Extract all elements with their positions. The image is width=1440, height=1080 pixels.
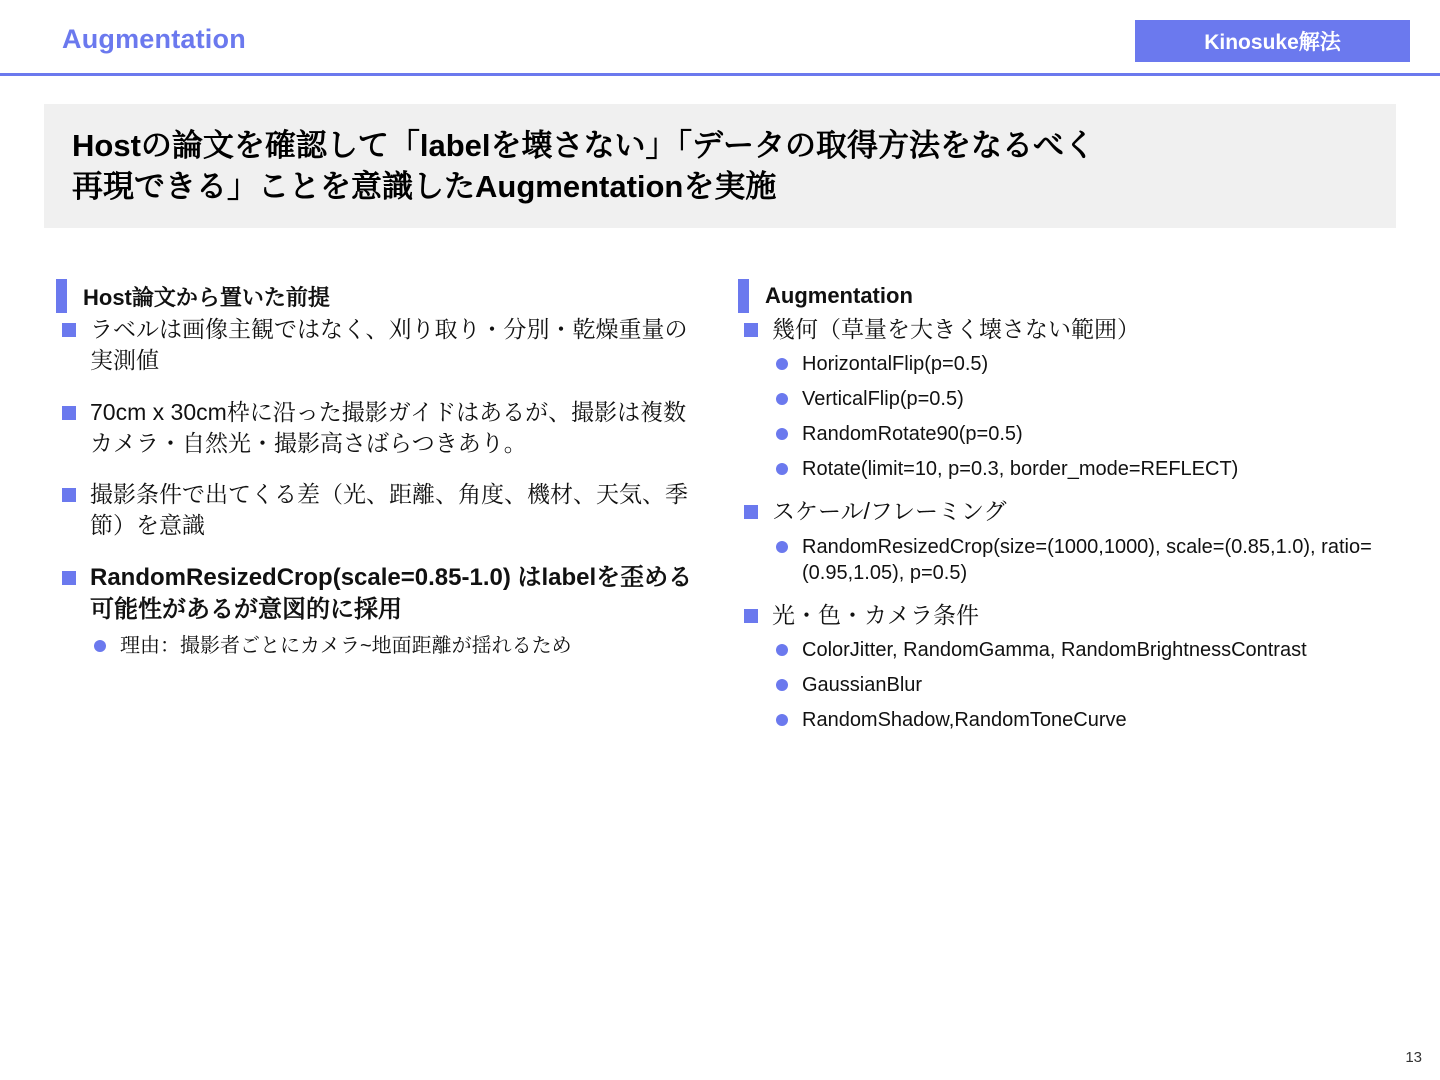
list-item-text: RandomResizedCrop(scale=0.85-1.0) はlabelを歪める可能性があるが意図的に採用 <box>90 563 693 624</box>
left-sub-list <box>90 633 706 659</box>
sub-list-item-text: 理由：撮影者ごとにカメラ~地面距離が揺れるため <box>120 634 572 657</box>
slide-header <box>0 0 1440 76</box>
list-item <box>56 397 706 460</box>
right-sub-list <box>772 637 1418 733</box>
slide-title-line-1: Hostの論文を確認して「labelを壊さない」「データの取得方法をなるべく <box>72 128 1096 163</box>
dot-bullet-icon <box>776 714 788 726</box>
list-item <box>56 562 706 659</box>
right-column <box>738 278 1418 747</box>
square-bullet-icon <box>62 571 76 585</box>
section-marker-icon <box>738 279 749 313</box>
sub-list-item <box>772 672 1418 698</box>
list-item-text: 70cm x 30cm枠に沿った撮影ガイドはあるが、撮影は複数カメラ・自然光・撮影高さばらつきあり。 <box>90 398 687 456</box>
dot-bullet-icon <box>94 640 106 652</box>
list-item <box>56 314 706 377</box>
list-item-text: 光・色・カメラ条件 <box>772 601 979 628</box>
sub-list-item-text: GaussianBlur <box>802 673 923 696</box>
dot-bullet-icon <box>776 393 788 405</box>
sub-list-item-text: ColorJitter, RandomGamma, RandomBrightnessContrast <box>802 638 1307 661</box>
list-item-text: 撮影条件で出てくる差（光、距離、角度、機材、天気、季節）を意識 <box>90 481 688 539</box>
sub-list-item-text: HorizontalFlip(p=0.5) <box>802 353 989 376</box>
square-bullet-icon <box>744 505 758 519</box>
sub-list-item-text: RandomResizedCrop(size=(1000,1000), scale=(0.85,1.0), ratio=(0.95,1.05), p=0.5) <box>802 535 1372 584</box>
list-item <box>56 479 706 542</box>
dot-bullet-icon <box>776 644 788 656</box>
square-bullet-icon <box>744 609 758 623</box>
header-badge: Kinosuke解法 <box>1135 20 1410 62</box>
list-item <box>738 600 1418 733</box>
right-sub-list <box>772 351 1418 482</box>
sub-list-item <box>772 637 1418 663</box>
dot-bullet-icon <box>776 463 788 475</box>
slide-title-line-2: 再現できる」ことを意識したAugmentationを実施 <box>72 169 777 205</box>
right-section-header <box>738 278 1418 314</box>
header-title: Augmentation <box>62 24 246 54</box>
square-bullet-icon <box>62 406 76 420</box>
list-item-text: スケール/フレーミング <box>772 498 1007 525</box>
right-section-title: Augmentation <box>765 283 913 308</box>
section-marker-icon <box>56 279 67 313</box>
sub-list-item <box>772 707 1418 733</box>
dot-bullet-icon <box>776 358 788 370</box>
dot-bullet-icon <box>776 541 788 553</box>
sub-list-item <box>772 351 1418 377</box>
square-bullet-icon <box>744 323 758 337</box>
left-bullet-list <box>56 314 706 659</box>
left-column <box>56 278 706 679</box>
right-bullet-list <box>738 314 1418 733</box>
sub-list-item-text: Rotate(limit=10, p=0.3, border_mode=REFLECT) <box>802 458 1239 481</box>
sub-list-item-text: RandomRotate90(p=0.5) <box>802 423 1023 446</box>
sub-list-item <box>90 633 706 659</box>
list-item <box>738 314 1418 482</box>
list-item-text: 幾何（草量を大きく壊さない範囲） <box>772 316 1140 342</box>
left-section-title: Host論文から置いた前提 <box>83 284 330 310</box>
sub-list-item <box>772 386 1418 412</box>
left-section-header <box>56 278 706 314</box>
list-item <box>738 496 1418 585</box>
list-item-text: ラベルは画像主観ではなく、刈り取り・分別・乾燥重量の実測値 <box>90 316 688 374</box>
sub-list-item <box>772 421 1418 447</box>
sub-list-item-text: VerticalFlip(p=0.5) <box>802 388 964 411</box>
sub-list-item-text: RandomShadow,RandomToneCurve <box>802 708 1127 731</box>
square-bullet-icon <box>62 488 76 502</box>
square-bullet-icon <box>62 323 76 337</box>
dot-bullet-icon <box>776 428 788 440</box>
sub-list-item <box>772 534 1418 586</box>
slide-title-banner <box>44 104 1396 228</box>
sub-list-item <box>772 456 1418 482</box>
right-sub-list <box>772 534 1418 586</box>
page-number: 13 <box>1405 1049 1422 1066</box>
dot-bullet-icon <box>776 679 788 691</box>
